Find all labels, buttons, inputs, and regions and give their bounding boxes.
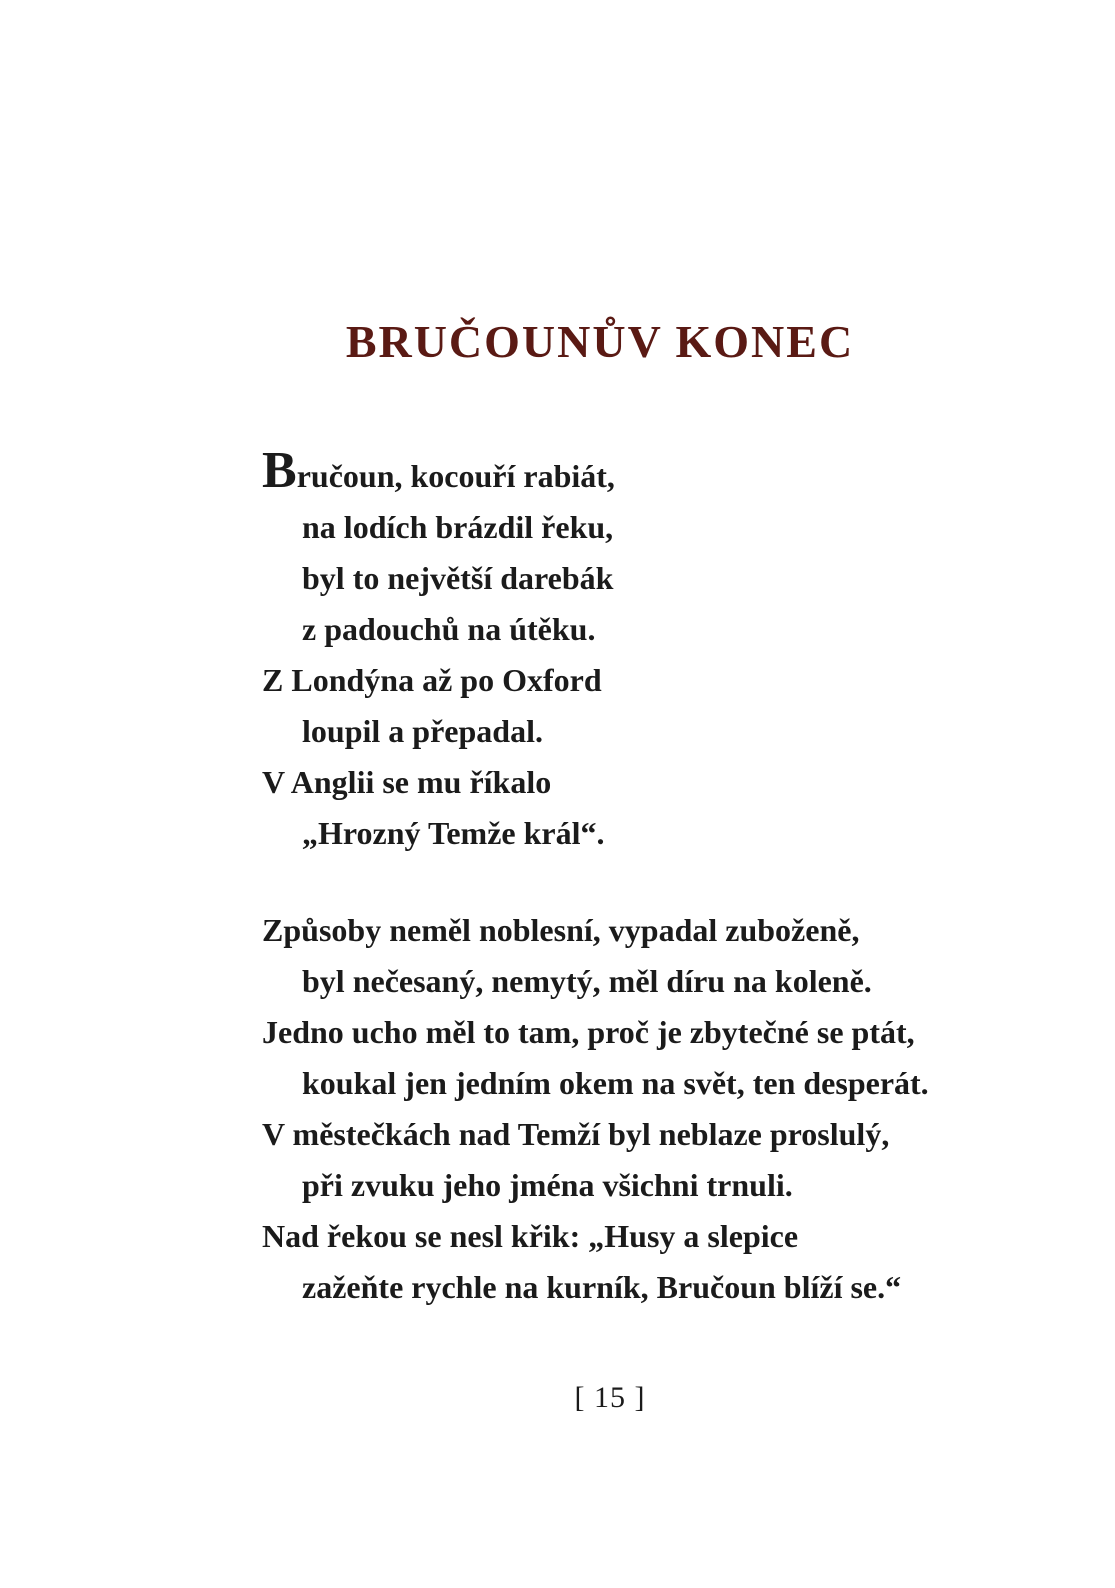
poem-line: Způsoby neměl noblesní, vypadal zuboženě, [262, 912, 860, 948]
poem-line: Jedno ucho měl to tam, proč je zbytečné se ptát, [262, 1014, 915, 1050]
poem-line: Z Londýna až po Oxford [262, 662, 602, 698]
poem-line: loupil a přepadal. [302, 713, 543, 749]
poem-line: Nad řekou se nesl křik: „Husy a slepice [262, 1218, 799, 1254]
poem-line: byl nečesaný, nemytý, měl díru na koleně. [302, 963, 872, 999]
poem-line: V Anglii se mu říkalo [262, 764, 552, 800]
poem-line: při zvuku jeho jména všichni trnuli. [302, 1167, 793, 1203]
stanza-1 [262, 442, 615, 859]
poem-line: „Hrozný Temže král“. [302, 815, 605, 851]
poem-line: na lodích brázdil řeku, [302, 509, 614, 545]
poem-line: V městečkách nad Temží byl neblaze proslulý, [262, 1116, 890, 1152]
dropcap-initial: B [262, 442, 297, 499]
poem-line: byl to největší darebák [302, 560, 614, 596]
poem-line [262, 442, 615, 502]
poem-title: BRUČOUNŮV KONEC [345, 316, 855, 367]
poem-line: z padouchů na útěku. [302, 611, 596, 647]
stanza-2 [262, 905, 929, 1313]
page-number: [ 15 ] [574, 1381, 646, 1414]
poem-line-text: ručoun, kocouří rabiát, [296, 458, 615, 494]
poem-line: zažeňte rychle na kurník, Bručoun blíží se.“ [302, 1269, 902, 1305]
poem-line: koukal jen jedním okem na svět, ten desperát. [302, 1065, 929, 1101]
